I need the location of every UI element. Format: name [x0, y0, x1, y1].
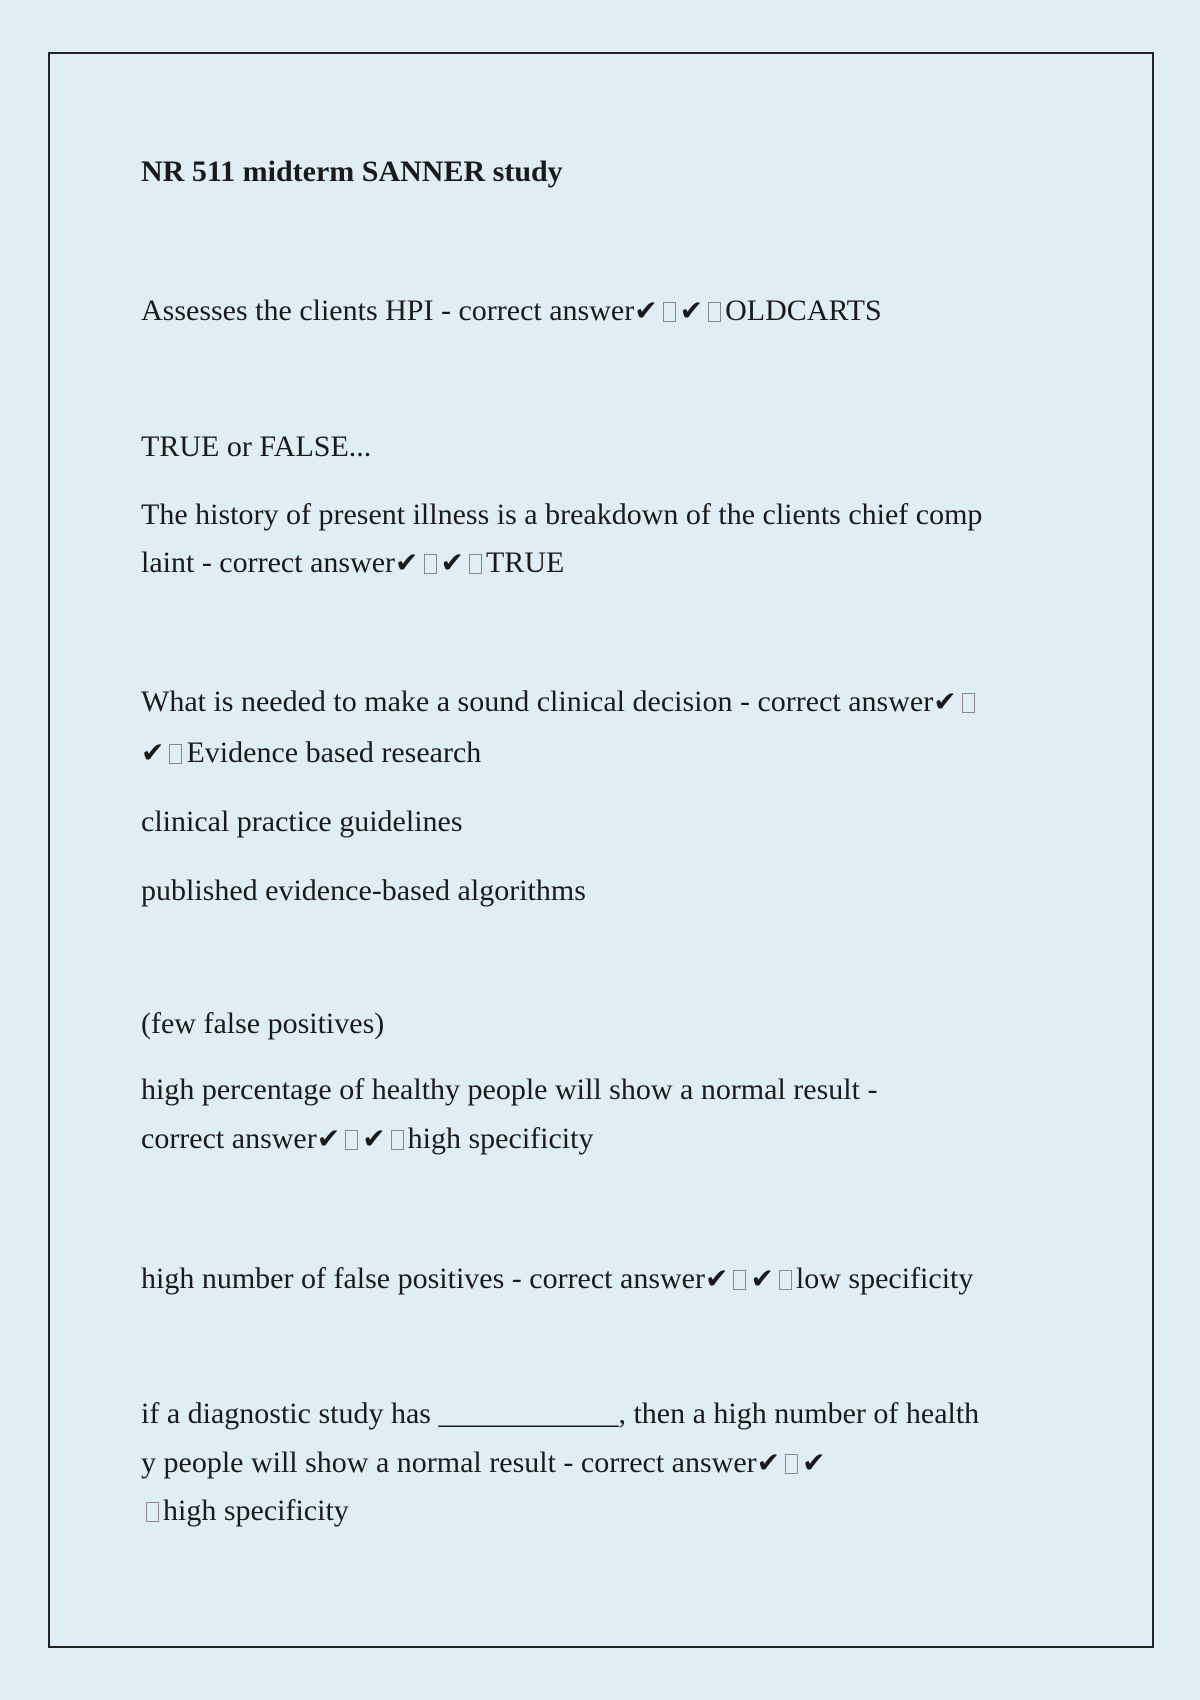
missing-glyph-box-icon [469, 554, 482, 574]
check-mark-icon: ✔ [750, 1262, 774, 1295]
missing-glyph-box-icon [391, 1130, 404, 1150]
missing-glyph-box-icon [779, 1270, 792, 1290]
missing-glyph-box-icon [345, 1130, 358, 1150]
qa-line-false-positives: high number of false positives - correct answer✔ ✔ low specificity [141, 1262, 974, 1295]
missing-glyph-box-icon [708, 302, 721, 322]
qa-line-diagnostic-study: if a diagnostic study has ____________, then a high number of health [141, 1397, 980, 1430]
missing-glyph-box-icon [733, 1270, 746, 1290]
missing-glyph-box-icon [663, 302, 676, 322]
qa-line-few-false-positives: (few false positives) [141, 1007, 385, 1040]
qa-line-hpi-breakdown: The history of present illness is a breakdown of the clients chief comp [141, 498, 983, 531]
qa-line-hpi-breakdown-answer: laint - correct answer✔ ✔ TRUE [141, 546, 565, 579]
check-mark-icon: ✔ [141, 736, 165, 769]
check-mark-icon: ✔ [802, 1446, 826, 1479]
qa-line-true-false: TRUE or FALSE... [141, 430, 372, 463]
missing-glyph-box-icon [169, 744, 182, 764]
missing-glyph-box-icon [424, 554, 437, 574]
missing-glyph-box-icon [962, 693, 975, 713]
qa-line-healthy-normal: high percentage of healthy people will show a normal result - [141, 1073, 878, 1106]
qa-line-diagnostic-study-cont: y people will show a normal result - correct answer✔ ✔ [141, 1446, 826, 1479]
missing-glyph-box-icon [146, 1502, 159, 1522]
check-mark-icon: ✔ [756, 1446, 781, 1479]
qa-line-hpi: Assesses the clients HPI - correct answer✔ ✔ OLDCARTS [141, 294, 882, 327]
check-mark-icon: ✔ [933, 685, 957, 718]
check-mark-icon: ✔ [316, 1122, 341, 1155]
qa-line-guidelines: clinical practice guidelines [141, 805, 463, 838]
check-mark-icon: ✔ [395, 546, 419, 579]
check-mark-icon: ✔ [679, 294, 704, 327]
check-mark-icon: ✔ [634, 294, 658, 327]
qa-line-diagnostic-study-answer: high specificity [141, 1494, 349, 1528]
qa-line-healthy-normal-answer: correct answer✔ ✔ high specificity [141, 1122, 594, 1155]
check-mark-icon: ✔ [362, 1122, 386, 1155]
qa-line-clinical-decision: What is needed to make a sound clinical decision - correct answer✔ [141, 685, 979, 719]
qa-line-clinical-decision-answer: ✔ Evidence based research [141, 736, 482, 769]
qa-line-algorithms: published evidence-based algorithms [141, 874, 586, 907]
document-title: NR 511 midterm SANNER study [141, 155, 563, 188]
check-mark-icon: ✔ [704, 1262, 729, 1295]
missing-glyph-box-icon [785, 1454, 798, 1474]
check-mark-icon: ✔ [440, 546, 464, 579]
